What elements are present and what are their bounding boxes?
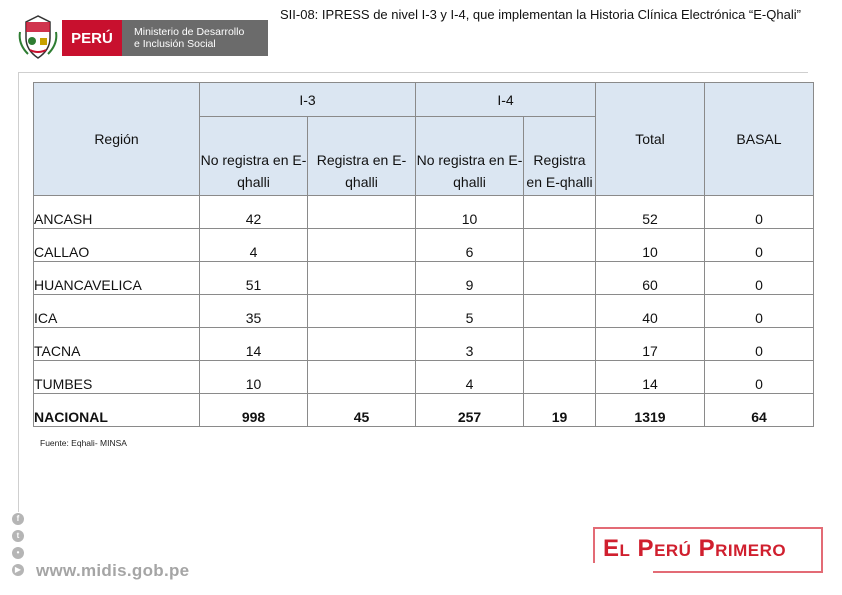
- header-i4-registra: Registra en E-qhalli: [524, 117, 596, 196]
- flickr-icon[interactable]: •: [12, 547, 24, 559]
- header-group-i3: I-3: [200, 83, 416, 117]
- cell-region: CALLAO: [34, 229, 200, 262]
- cell-i4-no: 257: [416, 394, 524, 427]
- cell-region: ICA: [34, 295, 200, 328]
- source-note: Fuente: Eqhali- MINSA: [40, 438, 127, 448]
- cell-total: 40: [596, 295, 705, 328]
- cell-i4-no: 4: [416, 361, 524, 394]
- cell-i3-si: 45: [308, 394, 416, 427]
- table-row: [34, 229, 814, 262]
- cell-basal: 0: [705, 196, 814, 229]
- cell-i4-no: 6: [416, 229, 524, 262]
- cell-i3-no: 14: [200, 328, 308, 361]
- cell-i3-no: 51: [200, 262, 308, 295]
- cell-i3-no: 10: [200, 361, 308, 394]
- cell-region: NACIONAL: [34, 394, 200, 427]
- cell-i4-si: 19: [524, 394, 596, 427]
- website-url[interactable]: www.midis.gob.pe: [36, 561, 190, 580]
- cell-basal: 0: [705, 295, 814, 328]
- cell-basal: 0: [705, 361, 814, 394]
- cell-total: 14: [596, 361, 705, 394]
- facebook-icon[interactable]: f: [12, 513, 24, 525]
- cell-basal: 0: [705, 328, 814, 361]
- slogan-logo: [593, 527, 825, 575]
- cell-i4-si: [524, 295, 596, 328]
- cell-i3-si: [308, 361, 416, 394]
- header-divider: [18, 72, 808, 73]
- table-row: [34, 295, 814, 328]
- table-row: [34, 196, 814, 229]
- slogan-text: El Perú Primero: [603, 535, 787, 562]
- cell-region: HUANCAVELICA: [34, 262, 200, 295]
- cell-i3-si: [308, 262, 416, 295]
- cell-i4-no: 3: [416, 328, 524, 361]
- cell-basal: 64: [705, 394, 814, 427]
- table-row: [34, 328, 814, 361]
- header-i4-no-registra: No registra en E-qhalli: [416, 117, 524, 196]
- header-i3-registra: Registra en E-qhalli: [308, 117, 416, 196]
- cell-basal: 0: [705, 229, 814, 262]
- cell-total: 52: [596, 196, 705, 229]
- cell-i4-no: 9: [416, 262, 524, 295]
- social-icons: [12, 513, 26, 581]
- left-divider: [18, 72, 19, 512]
- table-row: [34, 361, 814, 394]
- youtube-icon[interactable]: ▶: [12, 564, 24, 576]
- header-i3-no-registra: No registra en E-qhalli: [200, 117, 308, 196]
- ministry-label: [122, 20, 268, 56]
- ipress-table: [33, 82, 814, 427]
- cell-i4-no: 5: [416, 295, 524, 328]
- cell-i4-si: [524, 361, 596, 394]
- cell-region: TUMBES: [34, 361, 200, 394]
- cell-i4-si: [524, 196, 596, 229]
- cell-i3-no: 4: [200, 229, 308, 262]
- coat-of-arms-icon: [18, 14, 58, 60]
- peru-label: PERÚ: [62, 20, 122, 56]
- cell-total: 60: [596, 262, 705, 295]
- cell-i3-si: [308, 295, 416, 328]
- cell-i3-no: 998: [200, 394, 308, 427]
- cell-i4-si: [524, 328, 596, 361]
- ministry-line-2: e Inclusión Social: [134, 38, 216, 50]
- header-total: Total: [596, 83, 705, 196]
- cell-total: 1319: [596, 394, 705, 427]
- table-row: [34, 262, 814, 295]
- table-row-total: [34, 394, 814, 427]
- page-title: SII-08: IPRESS de nivel I-3 y I-4, que implementan la Historia Clínica Electrónica “E-Qhali”: [280, 7, 801, 22]
- cell-i4-si: [524, 229, 596, 262]
- cell-i3-no: 42: [200, 196, 308, 229]
- cell-i3-si: [308, 328, 416, 361]
- cell-i4-no: 10: [416, 196, 524, 229]
- cell-total: 10: [596, 229, 705, 262]
- ministry-line-1: Ministerio de Desarrollo: [134, 26, 245, 38]
- cell-region: ANCASH: [34, 196, 200, 229]
- cell-total: 17: [596, 328, 705, 361]
- slogan-frame-gap: [593, 563, 653, 575]
- cell-i3-si: [308, 229, 416, 262]
- header-region: Región: [34, 83, 200, 196]
- cell-i3-si: [308, 196, 416, 229]
- cell-i4-si: [524, 262, 596, 295]
- midis-logo: [18, 12, 268, 62]
- twitter-icon[interactable]: t: [12, 530, 24, 542]
- cell-i3-no: 35: [200, 295, 308, 328]
- header-basal: BASAL: [705, 83, 814, 196]
- cell-region: TACNA: [34, 328, 200, 361]
- header-group-i4: I-4: [416, 83, 596, 117]
- cell-basal: 0: [705, 262, 814, 295]
